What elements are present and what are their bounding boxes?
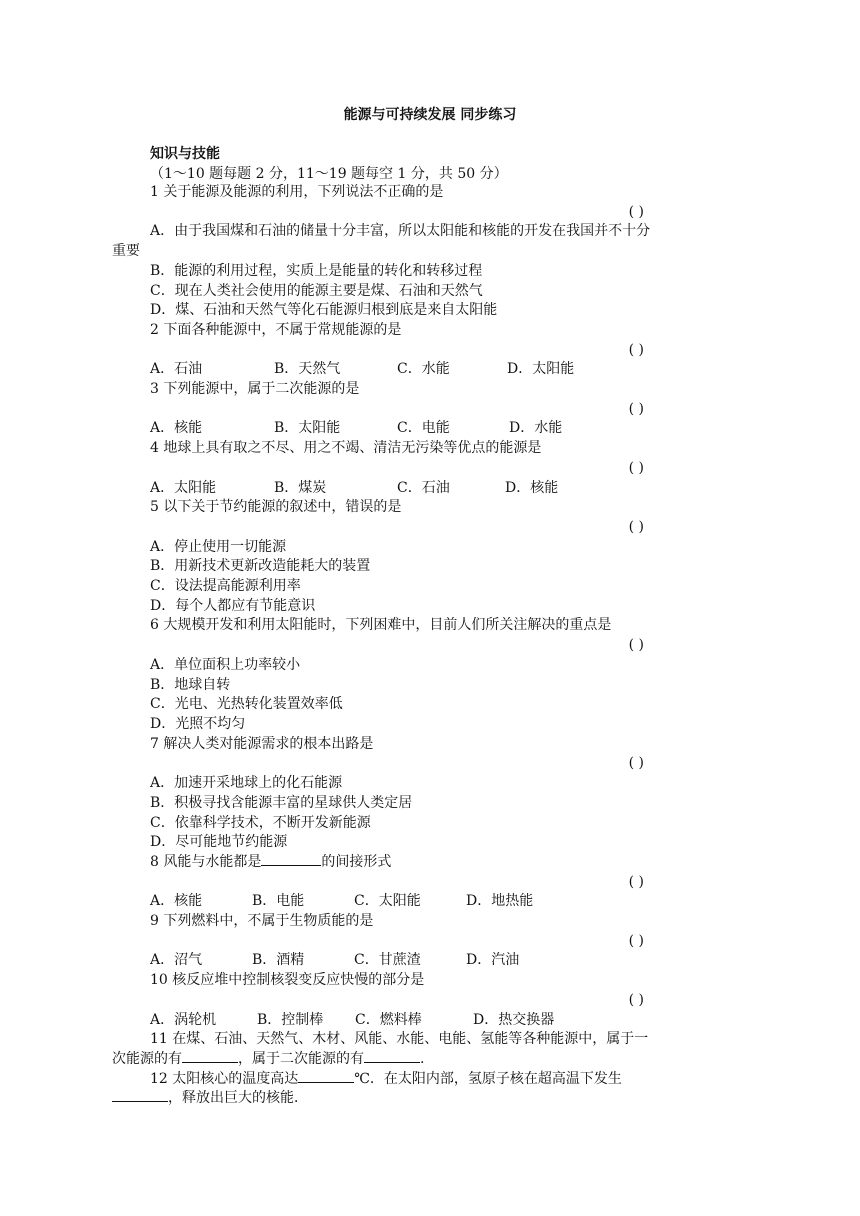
fill-blank[interactable] [112, 1089, 168, 1102]
fill-blank[interactable] [364, 1050, 420, 1063]
question-11-part-1: 11 在煤、石油、天然气、木材、风能、水能、电能、氢能等各种能源中，属于一次能源的有 [112, 1031, 649, 1067]
question-8-stem [112, 853, 660, 873]
option-c: C．太阳能 [354, 893, 421, 910]
option-a: A．石油 [150, 361, 203, 378]
fill-blank[interactable] [298, 1070, 354, 1083]
question-5-option-a: A．停止使用一切能源 [150, 538, 287, 555]
answer-bracket: ( ) [628, 518, 644, 535]
question-7-option-a: A．加速开采地球上的化石能源 [150, 775, 343, 792]
question-3-stem: 3 下列能源中，属于二次能源的是 [150, 381, 360, 398]
answer-bracket: ( ) [628, 400, 644, 417]
option-a: A．沼气 [150, 952, 203, 969]
option-c: C．水能 [397, 361, 450, 378]
option-b: B．酒精 [252, 952, 305, 969]
section-heading: 知识与技能 [150, 146, 220, 162]
question-12 [112, 1070, 660, 1109]
option-c: C．甘蔗渣 [354, 952, 421, 969]
question-4-options [112, 479, 660, 499]
option-a: A．涡轮机 [150, 1011, 217, 1028]
question-9-options [112, 951, 660, 971]
question-7-option-b: B．积极寻找含能源丰富的星球供人类定居 [150, 794, 413, 811]
question-4-stem: 4 地球上具有取之不尽、用之不竭、清洁无污染等优点的能源是 [150, 440, 542, 457]
question-12-part-2: ℃．在太阳内部，氢原子核在超高温下发生 [354, 1070, 622, 1087]
question-11-part-2: ，属于二次能源的有 [238, 1050, 364, 1067]
answer-bracket: ( ) [628, 341, 644, 358]
question-1-stem: 1 关于能源及能源的利用，下列说法不正确的是 [150, 184, 444, 200]
question-6-option-b: B．地球自转 [150, 676, 231, 693]
option-b: B．煤炭 [274, 479, 327, 496]
option-c: C．石油 [397, 479, 450, 496]
option-b: B．控制棒 [257, 1011, 324, 1028]
question-10-options [112, 1011, 660, 1031]
question-2-options [112, 360, 660, 380]
option-b: B．天然气 [274, 361, 341, 378]
question-11-part-3: . [420, 1050, 425, 1067]
question-1-option-d: D．煤、石油和天然气等化石能源归根到底是来自太阳能 [150, 302, 498, 319]
option-d: D．热交换器 [473, 1011, 555, 1028]
answer-bracket: ( ) [628, 637, 644, 654]
document-title: 能源与可持续发展 同步练习 [343, 107, 517, 123]
answer-bracket: ( ) [628, 873, 644, 890]
answer-bracket: ( ) [628, 755, 644, 772]
score-note: （1～10 题每题 2 分，11～19 题每空 1 分，共 50 分） [150, 166, 508, 182]
question-8-stem-before: 8 风能与水能都是 [150, 853, 262, 870]
question-list [112, 183, 660, 1109]
option-d: D．汽油 [466, 952, 520, 969]
question-3-options [112, 419, 660, 439]
answer-bracket: ( ) [628, 459, 644, 476]
option-b: B．电能 [252, 893, 305, 910]
option-c: C．燃料棒 [355, 1011, 422, 1028]
answer-bracket: ( ) [628, 932, 644, 949]
question-8-stem-after: 的间接形式 [321, 853, 392, 870]
option-d: D．太阳能 [507, 361, 575, 378]
question-2-stem: 2 下面各种能源中，不属于常规能源的是 [150, 321, 402, 338]
question-7-option-d: D．尽可能地节约能源 [150, 834, 288, 851]
question-6-option-a: A．单位面积上功率较小 [150, 656, 301, 673]
question-5-option-c: C．设法提高能源利用率 [150, 578, 301, 595]
question-6-stem: 6 大规模开发和利用太阳能时，下列困难中，目前人们所关注解决的重点是 [150, 617, 612, 634]
option-d: D．地热能 [466, 893, 534, 910]
question-6-option-d: D．光照不均匀 [150, 715, 246, 732]
option-b: B．太阳能 [274, 420, 341, 437]
question-1-option-a: A．由于我国煤和石油的储量十分丰富，所以太阳能和核能的开发在我国并不十分重要 [112, 223, 651, 260]
question-1-option-b: B．能源的利用过程，实质上是能量的转化和转移过程 [150, 262, 483, 279]
question-1-option-c: C．现在人类社会使用的能源主要是煤、石油和天然气 [150, 282, 483, 299]
option-a: A．太阳能 [150, 479, 217, 496]
fill-blank[interactable] [261, 853, 321, 866]
question-5-option-d: D．每个人都应有节能意识 [150, 597, 316, 614]
option-c: C．电能 [397, 420, 450, 437]
option-a: A．核能 [150, 893, 203, 910]
answer-bracket: ( ) [628, 991, 644, 1008]
answer-bracket: ( ) [628, 203, 644, 220]
question-6-option-c: C．光电、光热转化装置效率低 [150, 696, 343, 713]
question-9-stem: 9 下列燃料中，不属于生物质能的是 [150, 913, 374, 930]
question-12-part-1: 12 太阳核心的温度高达 [150, 1070, 299, 1087]
question-7-stem: 7 解决人类对能源需求的根本出路是 [150, 735, 374, 752]
question-5-stem: 5 以下关于节约能源的叙述中，错误的是 [150, 499, 402, 516]
option-d: D．水能 [509, 420, 563, 437]
question-8-options [112, 892, 660, 912]
fill-blank[interactable] [182, 1050, 238, 1063]
question-7-option-c: C．依靠科学技术，不断开发新能源 [150, 814, 371, 831]
option-a: A．核能 [150, 420, 203, 437]
question-12-part-3: ，释放出巨大的核能． [168, 1090, 308, 1107]
question-5-option-b: B．用新技术更新改造能耗大的装置 [150, 558, 371, 575]
question-10-stem: 10 核反应堆中控制核裂变反应快慢的部分是 [150, 972, 425, 989]
question-11 [112, 1030, 660, 1069]
option-d: D．核能 [505, 479, 559, 496]
